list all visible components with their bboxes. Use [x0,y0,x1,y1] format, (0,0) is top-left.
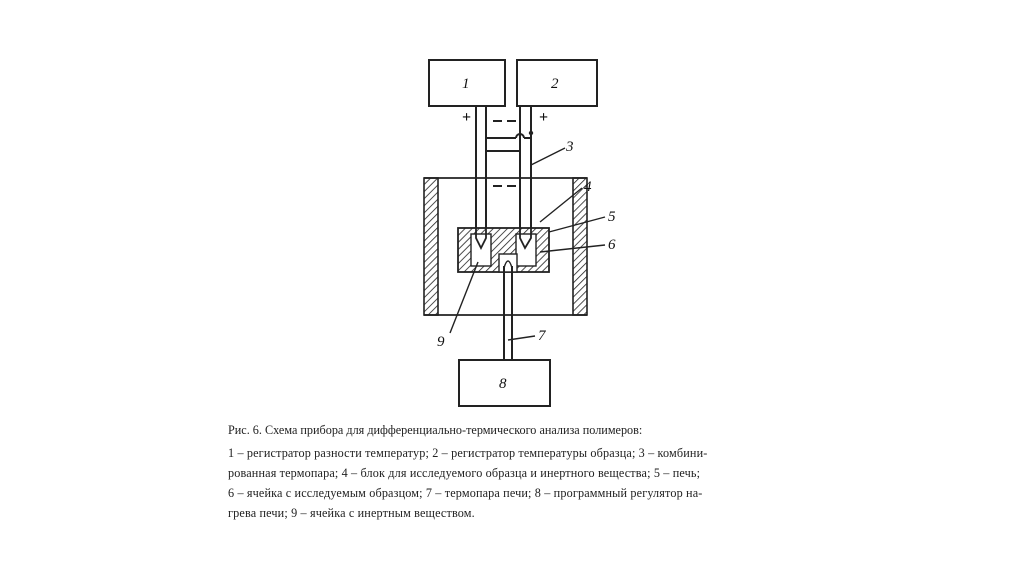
label-3: 3 [566,139,574,155]
sample-block [458,228,549,272]
minus-signs [493,121,516,186]
label-7: 7 [538,328,546,344]
plus-sign-left: + [462,109,472,126]
caption-line: рованная термопара; 4 – блок для исследуемого образца и инертного вещества; 5 – печь; [228,466,701,480]
label-8: 8 [499,376,507,392]
combined-thermocouple [476,106,531,228]
junction-dot [529,131,533,135]
caption-line: 1 – регистратор разности температур; 2 – регистратор температуры образца; 3 – комбини- [228,446,708,460]
plus-sign-right: + [539,109,549,126]
furnace-thermocouple [504,266,512,360]
box-2-sample-temperature-recorder [517,60,597,106]
box-1-difference-recorder [429,60,505,106]
caption-line: грева печи; 9 – ячейка с инертным веществом. [228,506,475,520]
label-1: 1 [462,76,470,92]
sample-cell [516,234,536,266]
figure-caption [228,420,828,523]
label-2: 2 [551,76,559,92]
label-6: 6 [608,237,616,253]
caption-title: Рис. 6. Схема прибора для дифференциально-термического анализа полимеров: [228,423,643,437]
caption-line: 6 – ячейка с исследуемым образцом; 7 – термопара печи; 8 – программный регулятор на- [228,486,703,500]
label-5: 5 [608,209,616,225]
box-8-heating-regulator [459,360,550,406]
label-4: 4 [584,179,592,195]
label-9: 9 [437,334,445,350]
